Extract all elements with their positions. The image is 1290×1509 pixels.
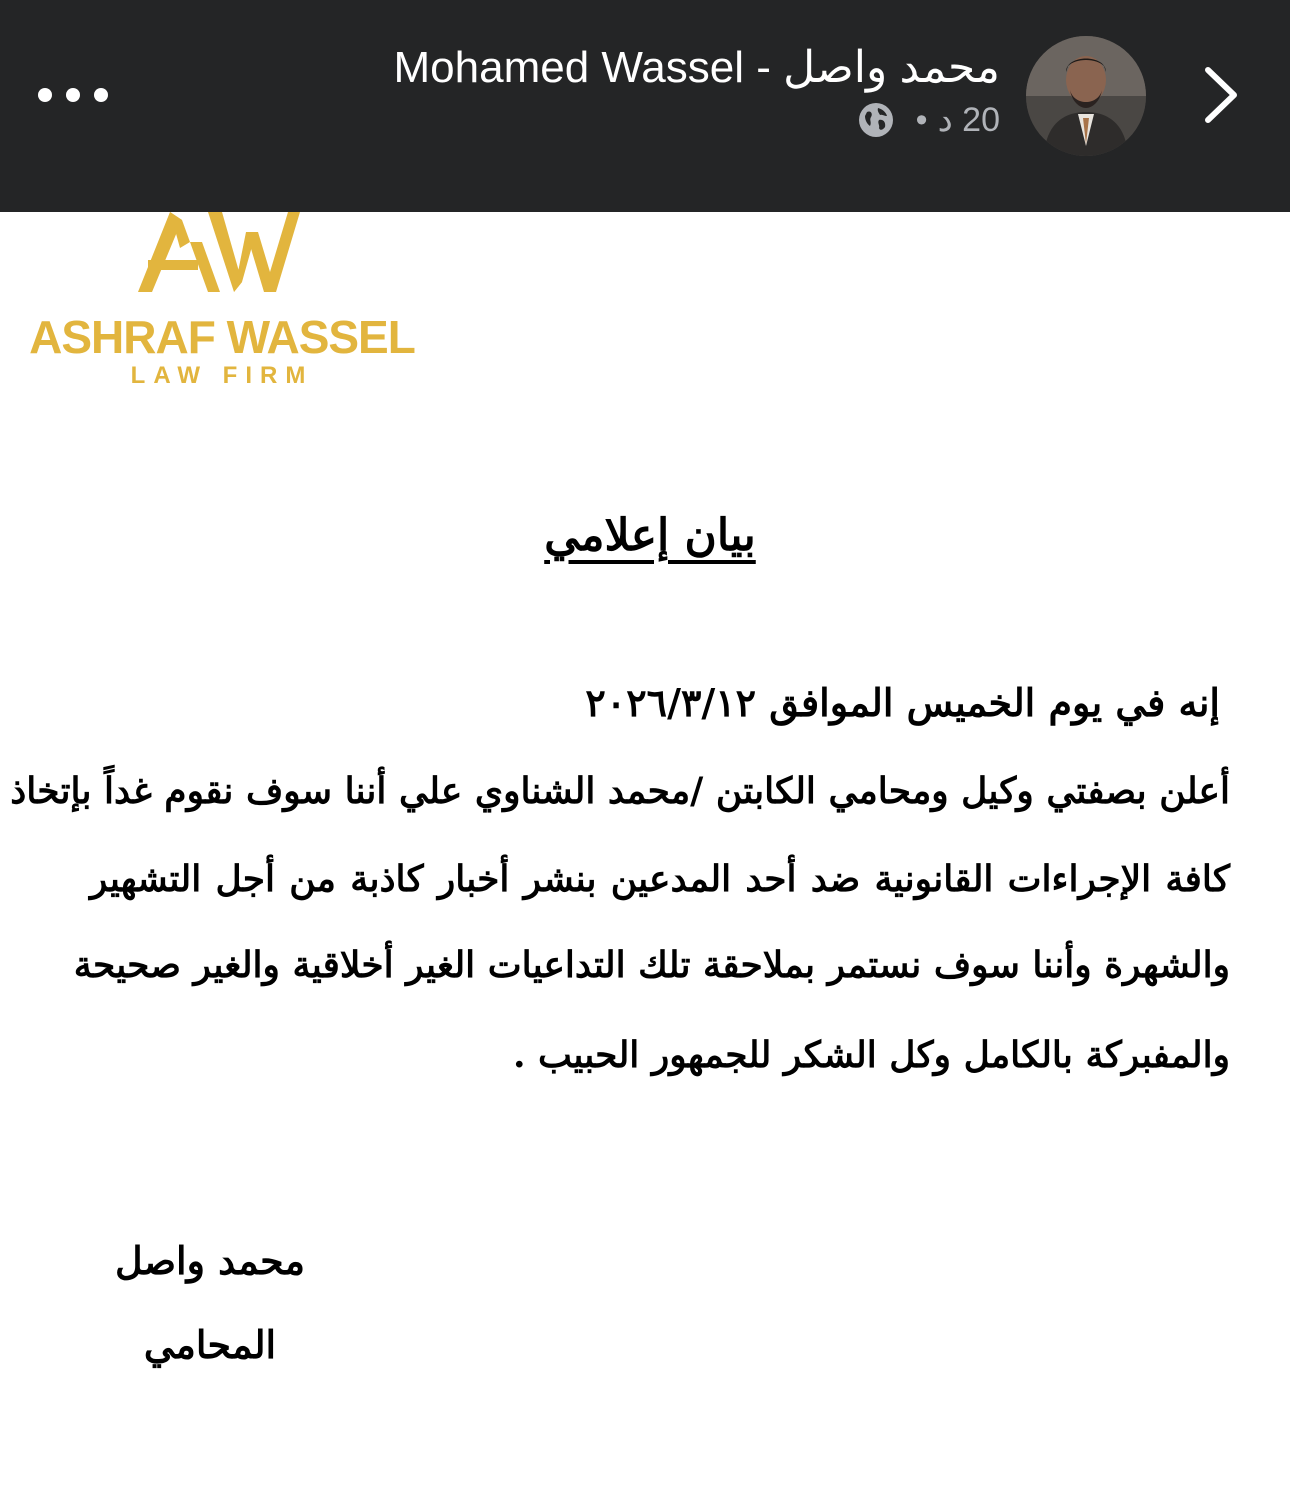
- author-name[interactable]: Mohamed Wassel - محمد واصل: [393, 43, 1000, 92]
- firm-name: ASHRAF WASSEL: [29, 311, 415, 363]
- law-firm-logo-icon: [130, 212, 310, 294]
- date-line: إنه في يوم الخميس الموافق ٢٠٢٦/٣/١٢: [585, 680, 1220, 725]
- body-line: أعلن بصفتي وكيل ومحامي الكابتن /محمد الشناوي علي أننا سوف نقوم غداً بإتخاذ: [10, 770, 1230, 812]
- signature-title: المحامي: [143, 1322, 277, 1367]
- document-title: بيان إعلامي: [544, 510, 756, 561]
- post-time[interactable]: 20 د: [937, 101, 1000, 139]
- signature-name: محمد واصل: [115, 1238, 305, 1283]
- meta-separator: •: [915, 100, 928, 139]
- more-options-button[interactable]: [38, 80, 108, 110]
- firm-subtitle: LAW FIRM: [130, 362, 314, 389]
- more-dot: [94, 88, 108, 102]
- post-meta: [858, 100, 1000, 140]
- more-dots-icon: [38, 88, 52, 102]
- globe-icon[interactable]: [858, 102, 894, 138]
- body-line: والشهرة وأننا سوف نستمر بملاحقة تلك التداعيات الغير أخلاقية والغير صحيحة: [73, 944, 1230, 986]
- post-header-bar: [0, 0, 1290, 212]
- body-line: كافة الإجراءات القانونية ضد أحد المدعين بنشر أخبار كاذبة من أجل التشهير: [90, 858, 1230, 900]
- avatar[interactable]: [1026, 36, 1146, 156]
- chevron-right-icon[interactable]: [1190, 62, 1250, 128]
- body-line: والمفبركة بالكامل وكل الشكر للجمهور الحبيب .: [512, 1034, 1230, 1076]
- more-dot: [66, 88, 80, 102]
